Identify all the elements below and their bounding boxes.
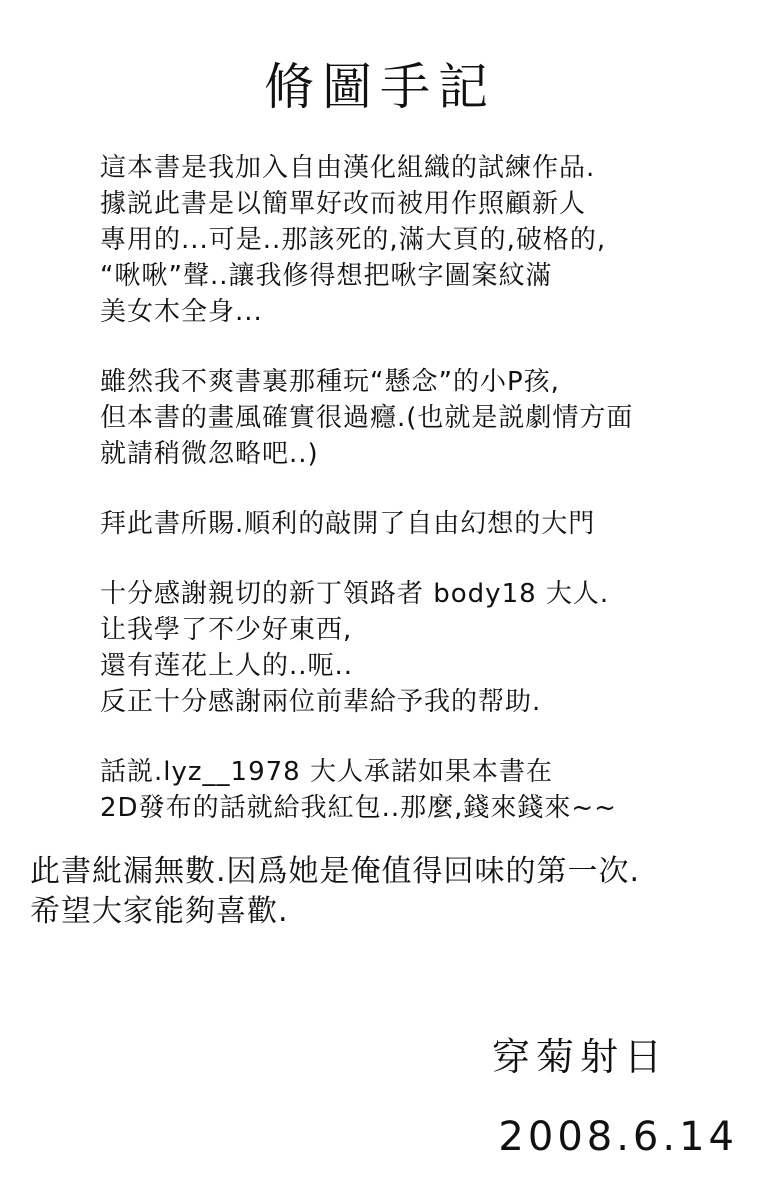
paragraph-4 [100,576,720,720]
paragraph-3 [100,506,720,542]
text-line: 據説此書是以簡單好改而被用作照顧新人 [100,189,587,219]
text-line: 雖然我不爽書裏那種玩“懸念”的小P孩, [100,367,560,397]
date-stamp: 2008.6.14 [498,1114,738,1160]
text-line: 此書紕漏無數.因爲她是俺值得回味的第一次. [30,854,641,889]
text-line: 美女木全身... [100,297,263,327]
text-line: 拜此書所賜.順利的敲開了自由幻想的大門 [100,509,596,539]
text-line: “啾啾”聲..讓我修得想把啾字圖案紋滿 [100,261,553,291]
text-line: 這本書是我加入自由漢化組織的試練作品. [100,153,596,183]
paragraph-1 [100,150,720,330]
paragraph-2 [100,364,720,472]
page-title: 脩圖手記 [264,58,496,116]
text-line: 希望大家能夠喜歡. [30,894,289,929]
text-line: 專用的...可是..那該死的,滿大頁的,破格的, [100,225,607,255]
text-line: 2D發布的話就給我紅包..那麼,錢來錢來~~ [100,793,617,823]
author-signature: 穿菊射日 [491,1035,668,1079]
text-line: 就請稍微忽略吧..) [100,439,319,469]
notes-body [100,150,720,860]
text-line: 但本書的畫風確實很過癮.(也就是説劇情方面 [100,403,634,433]
text-line: 反正十分感謝兩位前辈給予我的帮助. [100,687,542,717]
text-line: 話説.lyz__1978 大人承諾如果本書在 [100,757,553,787]
paragraph-5 [100,754,720,826]
text-line: 让我學了不少好東西, [100,615,353,645]
text-line: 十分感謝親切的新丁領路者 body18 大人. [100,579,610,609]
closing-remark [30,852,750,932]
text-line: 還有莲花上人的..呃.. [100,651,354,681]
